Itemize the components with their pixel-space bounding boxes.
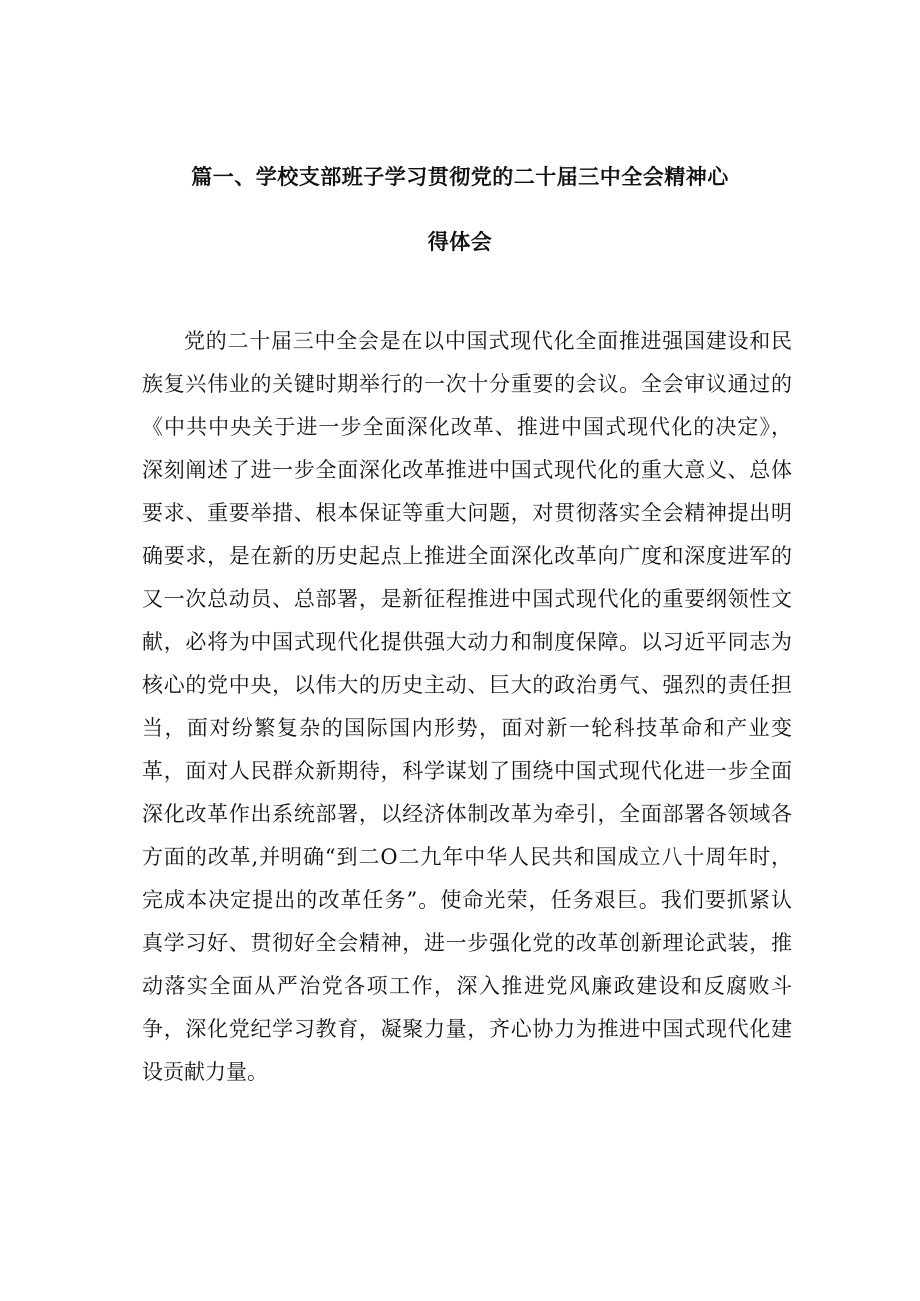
paragraph-line: 又一次总动员、总部署，是新征程推进中国式现代化的重要纲领性文 [142,587,792,611]
paragraph-line: 党的二十届三中全会是在以中国式现代化全面推进强国建设和民 [184,329,792,353]
paragraph-line: 族复兴伟业的关键时期举行的一次十分重要的会议。全会审议通过的 [142,372,792,396]
paragraph-line: 核心的党中央，以伟大的历史主动、巨大的政治勇气、强烈的责任担 [142,673,792,697]
paragraph-line: 方面的改革,并明确“到二O二九年中华人民共和国成立八十周年时， [142,845,792,869]
paragraph-line: 真学习好、贯彻好全会精神，进一步强化党的改革创新理论武装，推 [142,931,792,955]
paragraph-line: 深化改革作出系统部署，以经济体制改革为牵引，全面部署各领域各 [142,802,792,826]
paragraph-line: 革，面对人民群众新期待，科学谋划了围绕中国式现代化进一步全面 [142,759,792,783]
paragraph-line: 动落实全面从严治党各项工作，深入推进党风廉政建设和反腐败斗 [142,974,792,998]
document-title-line-1: 篇一、学校支部班子学习贯彻党的二十届三中全会精神心 [191,165,729,189]
paragraph-line: 要求、重要举措、根本保证等重大问题，对贯彻落实全会精神提出明 [142,501,792,525]
document-title-line-2: 得体会 [427,230,493,254]
paragraph-line: 当，面对纷繁复杂的国际国内形势，面对新一轮科技革命和产业变 [142,716,792,740]
paragraph-line: 确要求，是在新的历史起点上推进全面深化改革向广度和深度进军的 [142,544,792,568]
paragraph-line: 深刻阐述了进一步全面深化改革推进中国式现代化的重大意义、总体 [142,458,792,482]
paragraph-line: 献，必将为中国式现代化提供强大动力和制度保障。以习近平同志为 [142,630,792,654]
paragraph-line: 《中共中央关于进一步全面深化改革、推进中国式现代化的决定》， [142,415,792,439]
paragraph-line: 完成本决定提出的改革任务”。使命光荣，任务艰巨。我们要抓紧认 [142,888,792,912]
paragraph-line: 争，深化党纪学习教育，凝聚力量，齐心协力为推进中国式现代化建 [142,1017,792,1041]
paragraph-line: 设贡献力量。 [142,1060,268,1084]
